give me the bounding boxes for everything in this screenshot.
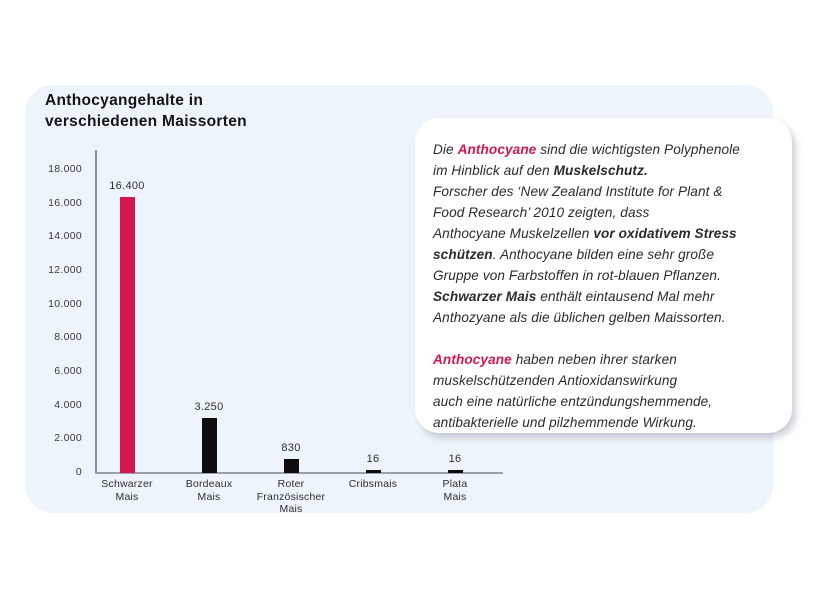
info-text-line — [433, 349, 776, 370]
text: Gruppe von Farbstoffen in rot-blauen Pflanzen. — [433, 268, 721, 283]
text: . Anthocyane bilden eine sehr große — [492, 247, 715, 262]
info-card — [415, 118, 792, 433]
y-tick-label: 10.000 — [48, 297, 82, 310]
bar-value-label: 16.400 — [109, 179, 145, 192]
y-tick-label: 2.000 — [54, 432, 82, 445]
accent-keyword: Anthocyane — [433, 352, 512, 367]
info-text-line — [433, 223, 776, 244]
info-text-line — [433, 202, 776, 223]
info-text-line — [433, 370, 776, 391]
bold-text: schützen — [433, 247, 493, 262]
text: Anthozyane als die üblichen gelben Maissorten. — [433, 310, 726, 325]
y-tick-label: 8.000 — [54, 331, 82, 344]
text: Die — [433, 142, 458, 157]
bar-value-label: 16 — [448, 453, 462, 465]
info-text-line — [433, 139, 776, 160]
info-text-line — [433, 181, 776, 202]
info-text-line — [433, 160, 776, 181]
bold-text: Muskelschutz. — [553, 163, 648, 178]
info-paragraph-2 — [433, 349, 776, 433]
info-paragraph-1 — [433, 139, 776, 328]
chart-title-line2: verschiedenen Maissorten — [45, 113, 247, 130]
info-text-line — [433, 391, 776, 412]
text: muskelschützenden Antioxidanswirkung — [433, 373, 678, 388]
y-tick-label: 14.000 — [48, 230, 82, 243]
chart-title-line1: Anthocyangehalte in — [45, 92, 204, 109]
text: auch eine natürliche entzündungshemmende, — [433, 394, 713, 409]
text: Forscher des ‘New Zealand Institute for Plant & — [433, 184, 723, 199]
text: haben neben ihrer starken — [511, 352, 677, 367]
text: Food Research’ 2010 zeigten, dass — [433, 205, 650, 220]
info-text-line — [433, 307, 776, 328]
x-category-label: Roter Französischer Mais — [256, 478, 326, 515]
y-tick-label: 12.000 — [48, 264, 82, 276]
y-tick-label: 6.000 — [54, 365, 82, 377]
info-text-line — [433, 244, 776, 265]
accent-keyword: Anthocyane — [457, 142, 537, 157]
y-tick-label: 4.000 — [54, 398, 82, 411]
text: enthält eintausend Mal mehr — [536, 289, 715, 304]
text: antibakterielle und pilzhemmende Wirkung. — [433, 415, 697, 430]
x-category-label: Bordeaux Mais — [185, 478, 233, 503]
text: sind die wichtigsten Polyphenole — [536, 142, 740, 157]
y-tick-label: 18.000 — [48, 163, 82, 175]
bold-text: vor oxidativem Stress — [593, 226, 737, 241]
bar-value-label: 16 — [366, 453, 380, 465]
x-category-label: Cribsmais — [348, 478, 398, 490]
info-text-line — [433, 286, 776, 307]
y-tick-label: 0 — [75, 466, 82, 478]
bar-value-label: 3.250 — [194, 401, 224, 414]
bold-text: Schwarzer Mais — [433, 289, 537, 304]
y-tick-label: 16.000 — [48, 196, 82, 209]
text: Anthocyane Muskelzellen — [433, 226, 594, 241]
x-category-label: Schwarzer Mais — [101, 478, 153, 503]
chart-title — [45, 90, 247, 132]
x-category-label: Plata Mais — [442, 478, 468, 503]
info-text-line — [433, 412, 776, 433]
info-text-line — [433, 265, 776, 286]
bar-value-label: 830 — [281, 442, 301, 455]
text: im Hinblick auf den — [433, 163, 554, 178]
